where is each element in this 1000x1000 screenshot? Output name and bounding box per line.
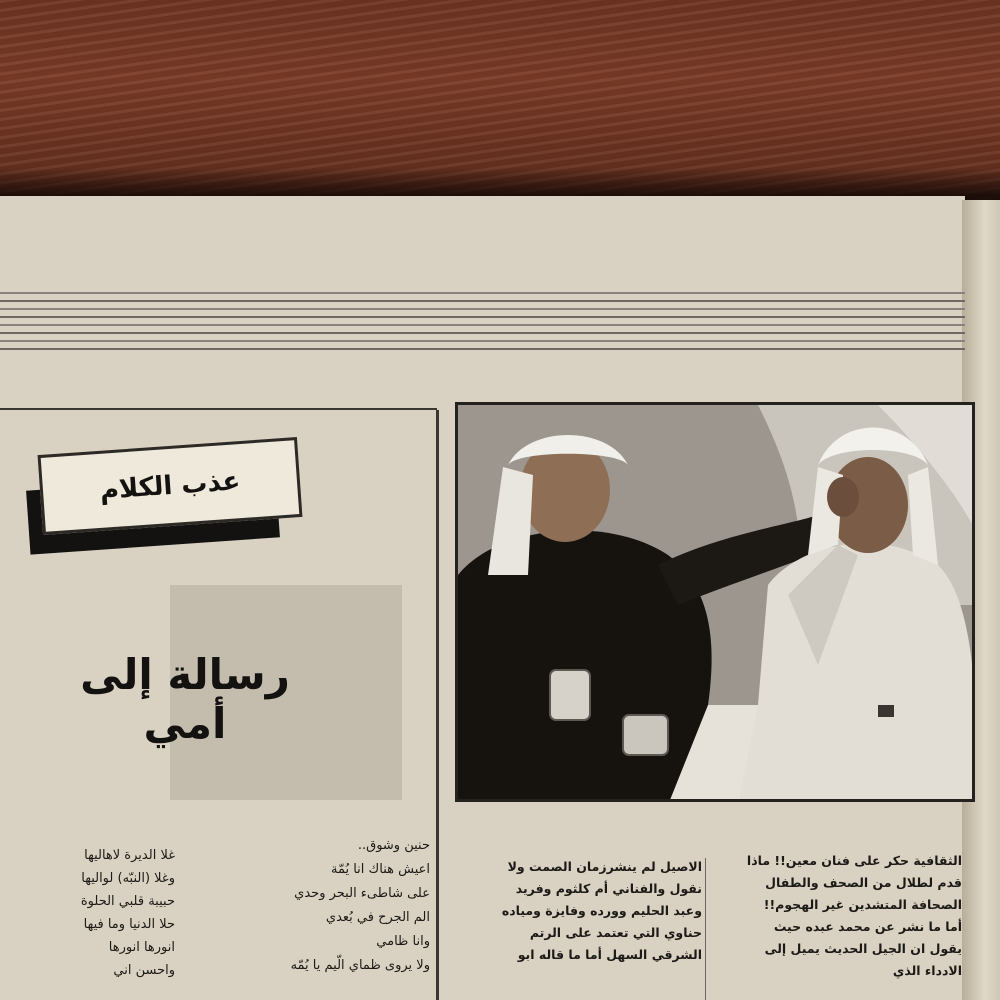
article-column-right [712, 850, 962, 982]
text-line: حلا الدنيا وما فيها [83, 917, 175, 932]
text-line: حنين وشوق.. [357, 838, 430, 853]
column-top-rule [0, 408, 437, 410]
text-line: اعيش هناك انا يُمّة [330, 862, 430, 877]
text-line: وانا ظامي [376, 934, 430, 949]
text-line: الشرقي السهل أما ما قاله ابو [517, 947, 702, 962]
article-headline: رسالة إلى أمي [80, 650, 290, 748]
text-line: قدم لطلال من الصحف والطفال [765, 875, 962, 890]
text-line: الادداء الذي [892, 963, 962, 978]
photo [455, 402, 975, 802]
text-line: الثقافية حكر على فنان معين!! ماذا [746, 853, 962, 868]
text-line: غلا الديرة لاهاليها [84, 848, 175, 863]
photo-illustration [458, 405, 975, 802]
text-line: ولا يروى ظماي الّيم يا يُمّه [290, 958, 430, 973]
text-line: على شاطىء البحر وحدي [294, 886, 430, 901]
column-divider [436, 410, 439, 1000]
text-line: الصحافة المتشدين غير الهجوم!! [763, 897, 962, 912]
text-line: وغلا (النبّه) لواليها [81, 871, 175, 886]
text-line: أما ما نشر عن محمد عبده حيث [773, 919, 962, 934]
text-line: انورها انورها [108, 940, 175, 955]
poem-column-right [20, 844, 175, 982]
article-divider [705, 858, 706, 1000]
poem-column-middle [230, 834, 430, 978]
article-column-left [457, 856, 702, 966]
text-line: الاصيل لم ينشرزمان الصمت ولا [507, 859, 702, 874]
section-badge-label: عذب الكلام [98, 466, 242, 506]
text-line: واحسن اني [113, 963, 175, 978]
text-line: نقول والفناني أم كلثوم وفريد [515, 881, 702, 896]
text-line: يقول ان الجيل الحديث يميل إلى [764, 941, 962, 956]
decorative-rules [0, 292, 965, 362]
text-line: الم الجرح في بُعدي [325, 910, 430, 925]
text-line: حناوي التي تعتمد على الرتم [529, 925, 702, 940]
text-line: حبيبة قلبي الحلوة [80, 894, 175, 909]
text-line: وعبد الحليم وورده وفايزة ومياده [501, 903, 702, 918]
